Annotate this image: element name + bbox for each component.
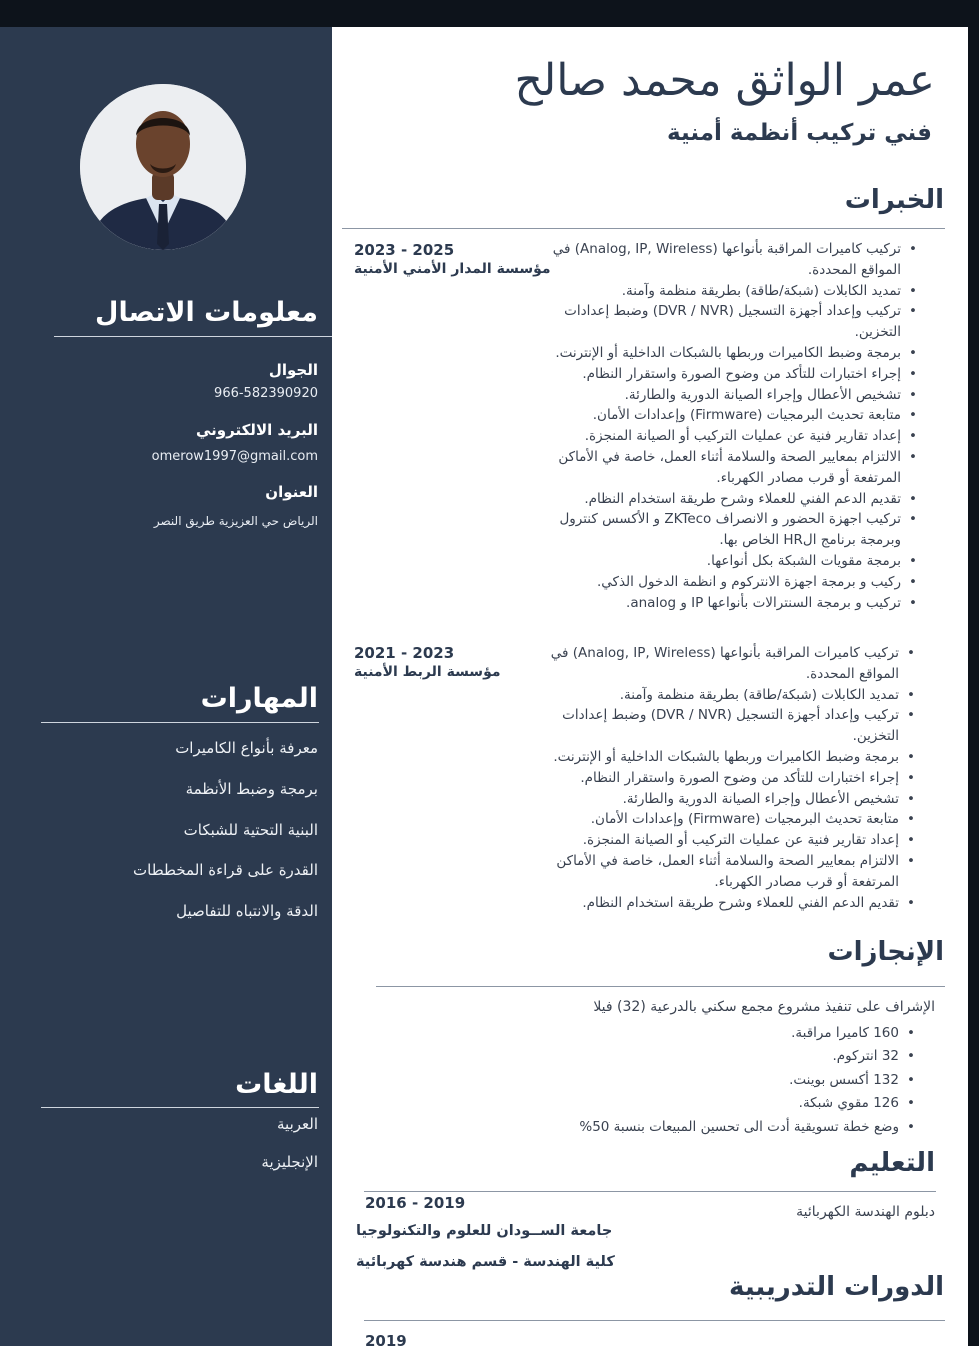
- job-2-dates: 2021 - 2023: [354, 644, 455, 662]
- bullet-item: • تشخيص الأعطال وإجراء الصيانة الدورية والطارئة.: [535, 789, 917, 810]
- resume-page: [0, 27, 968, 1346]
- main-content: [332, 27, 968, 1346]
- email-value: omerow1997@gmail.com: [151, 449, 318, 464]
- achievements-list: [497, 1022, 917, 1139]
- education-dates: 2016 - 2019: [365, 1194, 466, 1212]
- bullet-item: • تركيب كاميرات المراقبة بأنواعها (Analog, IP, Wireless) في المواقع المحددة.: [525, 239, 919, 281]
- bullet-item: • 32 انتركوم.: [497, 1045, 917, 1068]
- bullet-item: • إجراء اختبارات للتأكد من وضوح الصورة واستقرار النظام.: [525, 364, 919, 385]
- bullet-item: • برمجة وضبط الكاميرات وربطها بالشبكات الداخلية أو الإنترنت.: [525, 343, 919, 364]
- job-2-duties: [535, 643, 917, 913]
- languages-heading: اللغات: [235, 1069, 318, 1100]
- skill-item: معرفة بأنواع الكاميرات: [175, 739, 318, 757]
- skills-divider: [41, 722, 319, 723]
- bullet-item: • إجراء اختبارات للتأكد من وضوح الصورة واستقرار النظام.: [535, 768, 917, 789]
- courses-divider: [364, 1320, 945, 1321]
- bullet-item: • 160 كاميرا مراقبة.: [497, 1022, 917, 1045]
- skill-item: القدرة على قراءة المخططات: [133, 861, 318, 879]
- address-label: العنوان: [265, 483, 318, 501]
- experience-divider: [342, 228, 945, 229]
- candidate-name: عمر الواثق محمد صالح: [514, 55, 935, 106]
- skill-item: برمجة وضبط الأنظمة: [185, 780, 318, 798]
- education-divider: [364, 1191, 936, 1192]
- phone-label: الجوال: [268, 361, 318, 379]
- bullet-item: • تركيب كاميرات المراقبة بأنواعها (Analog, IP, Wireless) في المواقع المحددة.: [535, 643, 917, 685]
- skill-item: البنية التحتية للشبكات: [183, 821, 318, 839]
- course-year: 2019: [365, 1332, 407, 1346]
- contact-divider: [54, 336, 332, 337]
- experience-heading: الخبرات: [844, 185, 944, 215]
- bullet-item: • إعداد تقارير فنية عن عمليات التركيب أو الصيانة المنجزة.: [535, 830, 917, 851]
- job-title: فني تركيب أنظمة أمنية: [667, 120, 932, 146]
- achievements-divider: [376, 986, 945, 987]
- courses-heading: الدورات التدريبية: [729, 1272, 944, 1302]
- achievements-intro: الإشراف على تنفيذ مشروع مجمع سكني بالدرعية (32) فيلا: [593, 999, 935, 1015]
- email-label: البريد الالكتروني: [196, 421, 318, 439]
- bullet-item: • برمجة وضبط الكاميرات وربطها بالشبكات الداخلية أو الإنترنت.: [535, 747, 917, 768]
- skill-item: الدقة والانتباه للتفاصيل: [176, 902, 318, 920]
- achievements-heading: الإنجازات: [827, 937, 944, 967]
- skills-heading: المهارات: [200, 683, 318, 714]
- bullet-item: • إعداد تقارير فنية عن عمليات التركيب أو الصيانة المنجزة.: [525, 426, 919, 447]
- profile-photo-icon: [80, 84, 246, 250]
- language-item: الإنجليزية: [261, 1153, 318, 1171]
- education-faculty: كلية الهندسة - قسم هندسة كهربائية: [356, 1254, 615, 1270]
- bullet-item: • وضع خطة تسويقية أدت الى تحسين المبيعات بنسبة 50%: [497, 1116, 917, 1139]
- avatar: [80, 84, 246, 250]
- bullet-item: • برمجة مقويات الشبكة بكل أنواعها.: [525, 551, 919, 572]
- bullet-item: • تمديد الكابلات (شبكة/طاقة) بطريقة منظمة وآمنة.: [525, 281, 919, 302]
- phone-value: 966-582390920: [214, 386, 318, 401]
- bullet-item: • تركيب اجهزة الحضور و الانصراف ZKTeco و الأكسس كنترول وبرمجة برنامج الHR الخاص بها.: [525, 509, 919, 551]
- job-1-organization: مؤسسة المدار الأمني الأمنية: [354, 261, 551, 277]
- language-item: العربية: [277, 1115, 318, 1133]
- languages-divider: [41, 1107, 319, 1108]
- education-heading: التعليم: [849, 1148, 935, 1178]
- bullet-item: • الالتزام بمعايير الصحة والسلامة أثناء العمل، خاصة في الأماكن المرتفعة أو قرب مصادر الكهرباء.: [535, 851, 917, 893]
- bullet-item: • متابعة تحديث البرمجيات (Firmware) وإعدادات الأمان.: [525, 405, 919, 426]
- job-2-organization: مؤسسة الربط الأمنية: [354, 664, 501, 680]
- bullet-item: • متابعة تحديث البرمجيات (Firmware) وإعدادات الأمان.: [535, 809, 917, 830]
- bullet-item: • 126 مقوي شبكة.: [497, 1092, 917, 1115]
- job-1-dates: 2023 - 2025: [354, 241, 455, 259]
- education-degree: دبلوم الهندسة الكهربائية: [796, 1204, 935, 1220]
- bullet-item: • 132 أكسس بوينت.: [497, 1069, 917, 1092]
- bullet-item: • تقديم الدعم الفني للعملاء وشرح طريقة استخدام النظام.: [535, 893, 917, 914]
- contact-heading: معلومات الاتصال: [95, 297, 318, 328]
- bullet-item: • ركيب و برمجة اجهزة الانتركوم و انظمة الدخول الذكي.: [525, 572, 919, 593]
- bullet-item: • تركيب وإعداد أجهزة التسجيل (DVR / NVR) وضبط إعدادات التخزين.: [535, 705, 917, 747]
- bullet-item: • تركيب وإعداد أجهزة التسجيل (DVR / NVR) وضبط إعدادات التخزين.: [525, 301, 919, 343]
- bullet-item: • تقديم الدعم الفني للعملاء وشرح طريقة استخدام النظام.: [525, 489, 919, 510]
- bullet-item: • الالتزام بمعايير الصحة والسلامة أثناء العمل، خاصة في الأماكن المرتفعة أو قرب مصادر الكهرباء.: [525, 447, 919, 489]
- address-value: الرياض حي العزيزية طريق النصر: [153, 514, 318, 528]
- sidebar: [0, 27, 332, 1346]
- bullet-item: • تركيب و برمجة السنترالات بأنواعها IP و analog.: [525, 593, 919, 614]
- bullet-item: • تشخيص الأعطال وإجراء الصيانة الدورية والطارئة.: [525, 385, 919, 406]
- bullet-item: • تمديد الكابلات (شبكة/طاقة) بطريقة منظمة وآمنة.: [535, 685, 917, 706]
- job-1-duties: [525, 239, 919, 613]
- education-university: جامعة الســودان للعلوم والتكنولوجيا: [356, 1223, 613, 1239]
